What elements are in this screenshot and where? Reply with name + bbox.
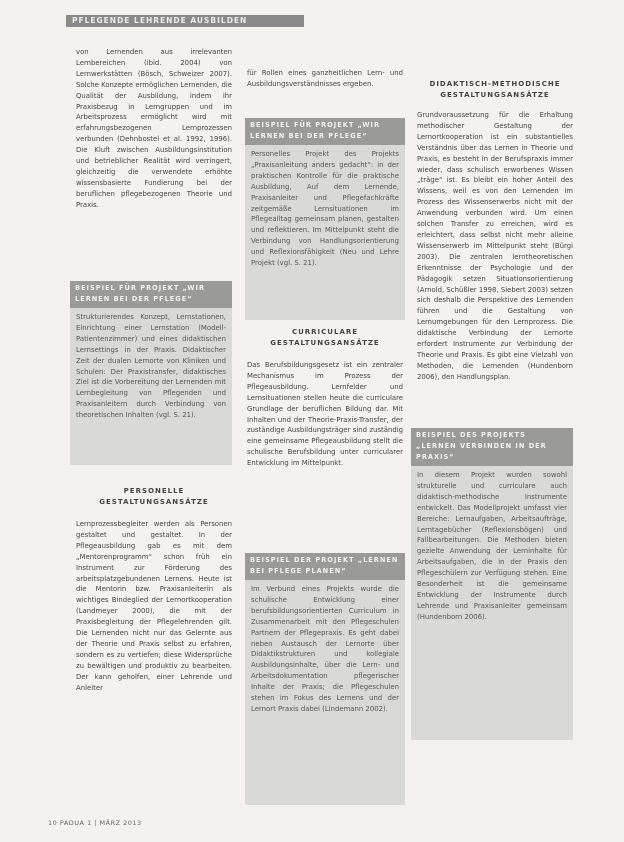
example-box xyxy=(245,553,405,805)
box-heading: BEISPIEL DER PROJEKT „LERNEN BEI PFLEGE PLANEN“ xyxy=(245,553,405,580)
box-heading: BEISPIEL DES PROJEKTS „LERNEN VERBINDEN IN DER PRAXIS“ xyxy=(411,428,573,466)
section-heading: PERSONELLE GESTALTUNGSANSÄTZE xyxy=(99,487,209,506)
example-box xyxy=(245,118,405,320)
box-body: Strukturierendes Konzept, Lernstationen, Einrichtung einer Lernstation (Modell-Patientenzimmer) und eines didaktischen Lernsettings in der Praxis. Didaktischer Zeit der dualen Lernorte von Kliniken und Schulen: Der Praxistransfer, didaktisches Ziel ist die Vorbereitung der Lernenden mit Lernbegleitung von Pflegenden und Praxisanleitern durch Verbindung von theoretischen Inhalten (vgl. S. 21). xyxy=(76,313,226,420)
example-box xyxy=(411,428,573,740)
box-body: Im Verbund eines Projekts wurde die schulische Entwicklung einer berufsbildungsorientierten Curriculum in Zusammenarbeit mit den Pflegeschulen Partnern der Pflegepraxis. Es geht dabei neben Austausch der Lernorte über Didaktikstrukturen und kollegiale Ausbildungsinhalte, über die Lern- und Arbeitsdokumentation pflegerischer Inhalte der Praxis; die Pflegeschulen stehen im Fokus des Lernens und der Lernort Praxis dabei (Lindemann 2002). xyxy=(251,585,399,713)
running-header: PFLEGENDE LEHRENDE AUSBILDEN xyxy=(72,16,248,25)
column-1-intro xyxy=(76,47,232,211)
section-heading: DIDAKTISCH-METHODISCHE GESTALTUNGSANSÄTZE xyxy=(429,80,561,99)
box-heading: BEISPIEL FÜR PROJEKT „WIR LERNEN BEI DER PFLEGE“ xyxy=(245,118,405,145)
paragraph: Grundvoraussetzung für die Erhaltung methodischer Gestaltung der Lernortkooperation ist ein substantielles Verständnis über das Lernen in Theorie und Praxis, es besteht in der Berufspraxis immer wieder, dass schulisch erworbenes Wissen „träge“ ist. Es bleibt ein hoher Anteil des Wissens, weil es von den Lernenden im Prozess des Wissenserwerbs nicht mit der Anwendung verbunden wird. Um einen solchen Transfer zu erreichen, wird es erleichtert, dass selbst nicht mehr alleine Wissenserwerb im Mittelpunkt steht (Bürgi 2003). Die zentralen lerntheoretischen Erkenntnisse der Psychologie und der Pädagogik setzen Situationsorientierung (Arnold, Schüßler 1998, Siebert 2003) setzen sich deshalb die Perspektive des Lernenden führen und die Gestaltung von Lernumgebungen für den Lernprozess. Die didaktische Verbindung der Lernorte erfordert Instrumente zur Verbindung der Theorie und Praxis. Es gibt eine Vielzahl von Methoden, die Lernenden (Hundenborn 2006), den Handlungsplan. xyxy=(417,111,573,381)
paragraph: von Lernenden aus irrelevanten Lernbereichen (ibid. 2004) von Lernwerkstätten (Bösch, Schweizer 2007). Solche Konzepte ermöglichen Lernenden, die Qualität der Ausbildung, indem ihr Praxisbezug in Lerngruppen und im Arbeitsprozess ermöglicht wird mit erfahrungsbezogenen Lernprozessen verbunden (Dehnbostel et al. 1992, 1996). Die Kluft zwischen Ausbildungsinstitution und betrieblicher Realität wird verringert, gleichzeitig die verwendete erhöhte wissensbasierte Fundierung bei der beruflichen pflegebezogenen Theorie und Praxis. xyxy=(76,48,232,209)
paragraph: Lernprozessbegleiter werden als Personen gestaltet und gestaltet. In der Pflegeausbildung gab es mit dem „Mentorenprogramm“ schon früh ein Instrument zur Förderung des arbeitsplatzgebundenen Lernens. Heute ist die Mentorin bzw. Praxisanleiterin als wichtiges Bindeglied der Lernortkooperation (Landmeyer 2000), die mit der Praxisbegleitung der Pflegelehrenden gilt. Die Lernenden nicht nur das Gelernte aus der Theorie und Praxis selbst zu erfahren, sondern es zu vertiefen; diese Widersprüche zu bewältigen und produktiv zu bearbeiten. Der kann geholfen, einer Lehrende und Anleiter xyxy=(76,520,232,692)
box-heading: BEISPIEL FÜR PROJEKT „WIR LERNEN BEI DER PFLEGE“ xyxy=(70,281,232,308)
paragraph: Das Berufsbildungsgesetz ist ein zentraler Mechanismus im Prozess der Pflegeausbildung. Lernfelder und Lernsituationen stellen heute die curriculare Grundlage der beruflichen Bildung dar. Mit Inhalten und der Theorie-Praxis-Transfer, der zuständige Ausbildungsträger sind zuständig eine gemeinsame Pflegeausbildung stellt die schulische Berufsbildung unter curricularer Entwicklung im Mittelpunkt. xyxy=(247,361,403,468)
page-footer: 10 PADUA 1 | MÄRZ 2013 xyxy=(48,819,142,827)
paragraph: für Rollen eines ganzheitlichen Lern- und Ausbildungsverständnisses ergeben. xyxy=(247,69,403,88)
column-2-body xyxy=(247,360,403,536)
column-1-body xyxy=(76,519,232,803)
column-2-intro xyxy=(247,68,403,90)
box-body: Personelles Projekt des Projekts „Praxisanleitung anders gedacht“: in der praktischen Kontrolle für die praktische Ausbildung, Auf dem Lernende, Praxisanleiter und Pflegefachkräfte zeitgemäße Lernsituationen im Pflegealltag gemeinsam planen, gestalten und reflektieren. Im Mittelpunkt steht die Verbindung von Handlungsorientierung und Reflexionsfähigkeit (Neu und Lehre Projekt (vgl. S. 21). xyxy=(251,150,399,268)
section-heading: CURRICULARE GESTALTUNGSANSÄTZE xyxy=(270,328,380,347)
example-box xyxy=(70,281,232,465)
box-body: In diesem Projekt wurden sowohl strukturelle und curriculare auch didaktisch-methodische Instrumente entwickelt. Das Modellprojekt umfasst vier Bereiche: Lernaufgaben, Arbeitsaufträge, Lerntagebücher (Reflexionsbögen) und Fallbearbeitungen. Die Methoden bieten gezielte Anwendung der Lerninhalte für Arbeitsaufgaben, die in der Praxis den Pflegeschülern zur Verfügung stehen. Eine Besonderheit ist die gemeinsame Entwicklung der Instrumente durch Lehrende und Praxisanleiter gemeinsam (Hundenborn 2006). xyxy=(417,471,567,621)
column-3-body xyxy=(417,110,573,422)
